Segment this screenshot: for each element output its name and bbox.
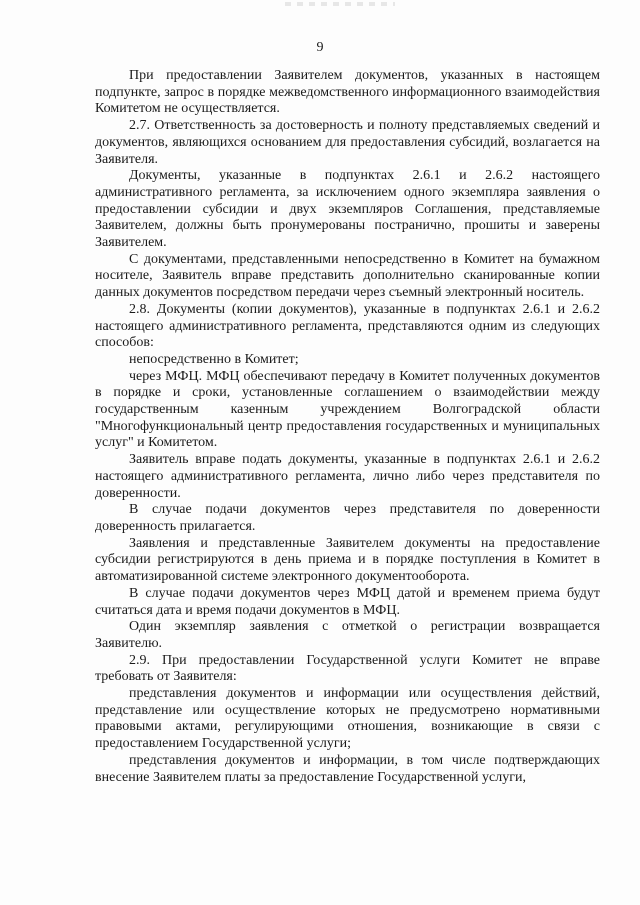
document-body bbox=[95, 68, 600, 786]
paragraph: В случае подачи документов через МФЦ датой и временем приема будут считаться дата и время подачи документов в МФЦ. bbox=[95, 585, 600, 618]
paragraph: Заявитель вправе подать документы, указанные в подпунктах 2.6.1 и 2.6.2 настоящего административного регламента, лично либо через представителя по доверенности. bbox=[95, 452, 600, 501]
paragraph: Заявления и представленные Заявителем документы на предоставление субсидии регистрируются в день приема и в порядке поступления в Комитет в автоматизированной системе электронного документооборота. bbox=[95, 535, 600, 585]
paragraph: 2.9. При предоставлении Государственной услуги Комитет не вправе требовать от Заявителя: bbox=[95, 652, 600, 685]
paragraph: Один экземпляр заявления с отметкой о регистрации возвращается Заявителю. bbox=[95, 619, 600, 651]
paragraph: С документами, представленными непосредственно в Комитет на бумажном носителе, Заявитель вправе представить дополнительно сканированные копии данных документов посредством передачи через съемный электронный носитель. bbox=[95, 251, 600, 301]
paragraph: При предоставлении Заявителем документов, указанных в настоящем подпункте, запрос в порядке межведомственного информационного взаимодействия Комитетом не осуществляется. bbox=[95, 68, 600, 117]
paragraph: 2.8. Документы (копии документов), указанные в подпунктах 2.6.1 и 2.6.2 настоящего административного регламента, представляются одним из следующих способов: bbox=[95, 301, 600, 351]
paragraph: В случае подачи документов через представителя по доверенности доверенность прилагается. bbox=[95, 502, 600, 534]
paragraph: представления документов и информации или осуществления действий, представление или осуществление которых не предусмотрено нормативными правовыми актами, регулирующими отношения, возникающие в связи с предоставлением Государственной услуги; bbox=[95, 686, 600, 752]
paragraph: через МФЦ. МФЦ обеспечивают передачу в Комитет полученных документов в порядке и сроки, установленные соглашением о взаимодействии между государственным казенным учреждением Волгоградской области "Многофункциональный центр предоставления государственных и муниципальных услуг" и Комитетом. bbox=[95, 368, 600, 451]
scan-artifact bbox=[285, 2, 395, 6]
paragraph: непосредственно в Комитет; bbox=[129, 351, 299, 367]
paragraph: представления документов и информации, в том числе подтверждающих внесение Заявителем платы за предоставление Государственной услуги, bbox=[95, 752, 600, 785]
paragraph: Документы, указанные в подпунктах 2.6.1 и 2.6.2 настоящего административного регламента, за исключением одного экземпляра заявления о предоставлении субсидии и двух экземпляров Соглашения, представляемые Заявителем, должны быть пронумерованы постранично, прошиты и заверены Заявителем. bbox=[95, 168, 600, 251]
page-number: 9 bbox=[316, 40, 324, 55]
paragraph: 2.7. Ответственность за достоверность и полноту представляемых сведений и документов, являющихся основанием для предоставления субсидий, возлагается на Заявителя. bbox=[95, 118, 600, 167]
